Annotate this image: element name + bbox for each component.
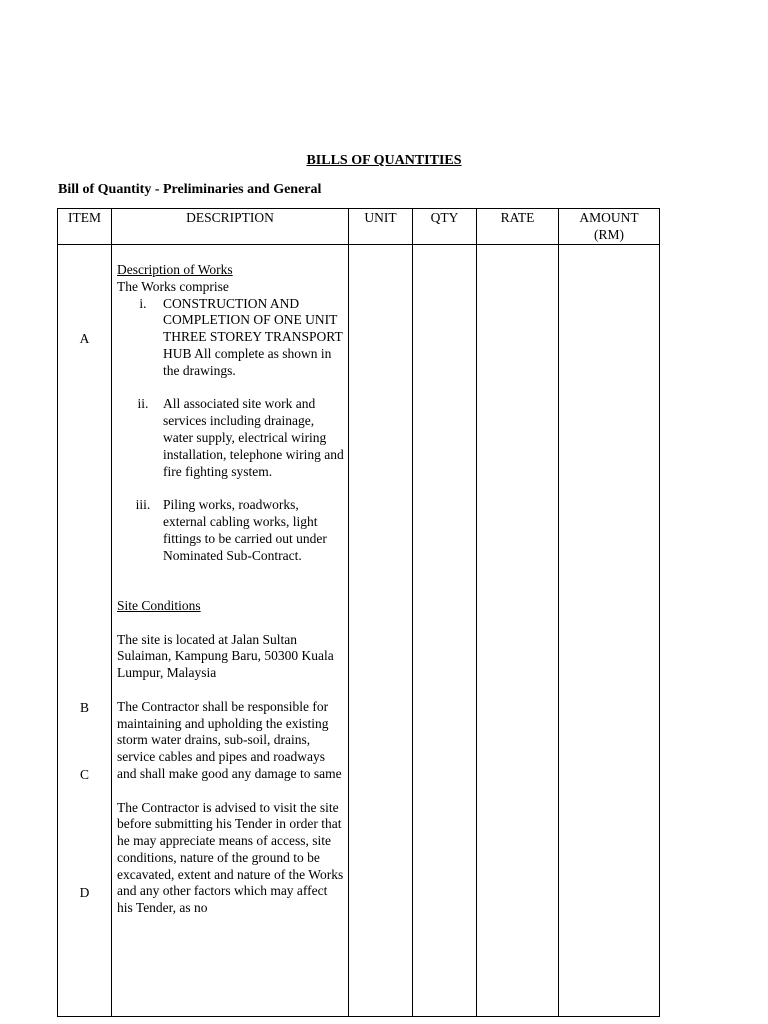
site-location-text: The site is located at Jalan Sultan Sulaiman, Kampung Baru, 50300 Kuala Lumpur, Malaysia: [117, 631, 334, 681]
sub-item-text: All associated site work and services including drainage, water supply, electrical wiring installation, telephone wiring and fire fighting system.: [163, 396, 344, 479]
unit-cell: [349, 245, 413, 1017]
sub-item-ii: [117, 396, 344, 480]
description-cell: [112, 245, 349, 1017]
bill-of-quantity-table: [57, 208, 660, 1017]
document-heading: [0, 153, 768, 169]
item-b: B: [79, 700, 89, 715]
sub-item-number: iii.: [135, 497, 151, 513]
sub-item-text: CONSTRUCTION AND COMPLETION OF ONE UNIT THREE STOREY TRANSPORT HUB All complete as shown in the drawings.: [163, 295, 343, 378]
sub-item-number: ii.: [137, 396, 149, 412]
header-qty: QTY: [413, 209, 477, 245]
header-amount-line1: AMOUNT: [579, 210, 639, 225]
section-title: Bill of Quantity - Preliminaries and General: [58, 182, 322, 197]
header-rate: RATE: [477, 209, 559, 245]
header-item: ITEM: [58, 209, 112, 245]
item-c: C: [79, 767, 89, 782]
sub-item-iii: [117, 497, 344, 564]
site-conditions-heading: Site Conditions: [117, 597, 201, 613]
sub-item-text: Piling works, roadworks, external cabling works, light fittings to be carried out under Nominated Sub-Contract.: [163, 497, 327, 563]
site-visit-text: The Contractor is advised to visit the site before submitting his Tender in order that he may appreciate means of access, site conditions, nature of the ground to be excavated, extent and nature of the Works and any other factors which may affect his Tender, as no: [117, 799, 344, 916]
qty-cell: [413, 245, 477, 1017]
item-cell: [58, 245, 112, 1017]
header-amount: [559, 209, 660, 245]
item-a: A: [79, 331, 90, 346]
header-description: DESCRIPTION: [112, 209, 349, 245]
sub-item-number: i.: [139, 295, 147, 311]
contractor-responsibility-text: The Contractor shall be responsible for maintaining and upholding the existing storm water drains, sub-soil, drains, service cables and pipes and roadways and shall make good any damage to same: [117, 698, 342, 781]
item-d: D: [79, 885, 90, 900]
amount-cell: [559, 245, 660, 1017]
table-header-row: [58, 209, 660, 245]
sub-item-i: [117, 296, 344, 380]
header-unit: UNIT: [349, 209, 413, 245]
works-heading: Description of Works: [117, 262, 233, 277]
document-heading-text: BILLS OF QUANTITIES: [306, 153, 462, 168]
header-amount-line2: (RM): [594, 226, 624, 242]
rate-cell: [477, 245, 559, 1017]
works-intro: The Works comprise: [117, 278, 229, 294]
table-row: [58, 245, 660, 1017]
